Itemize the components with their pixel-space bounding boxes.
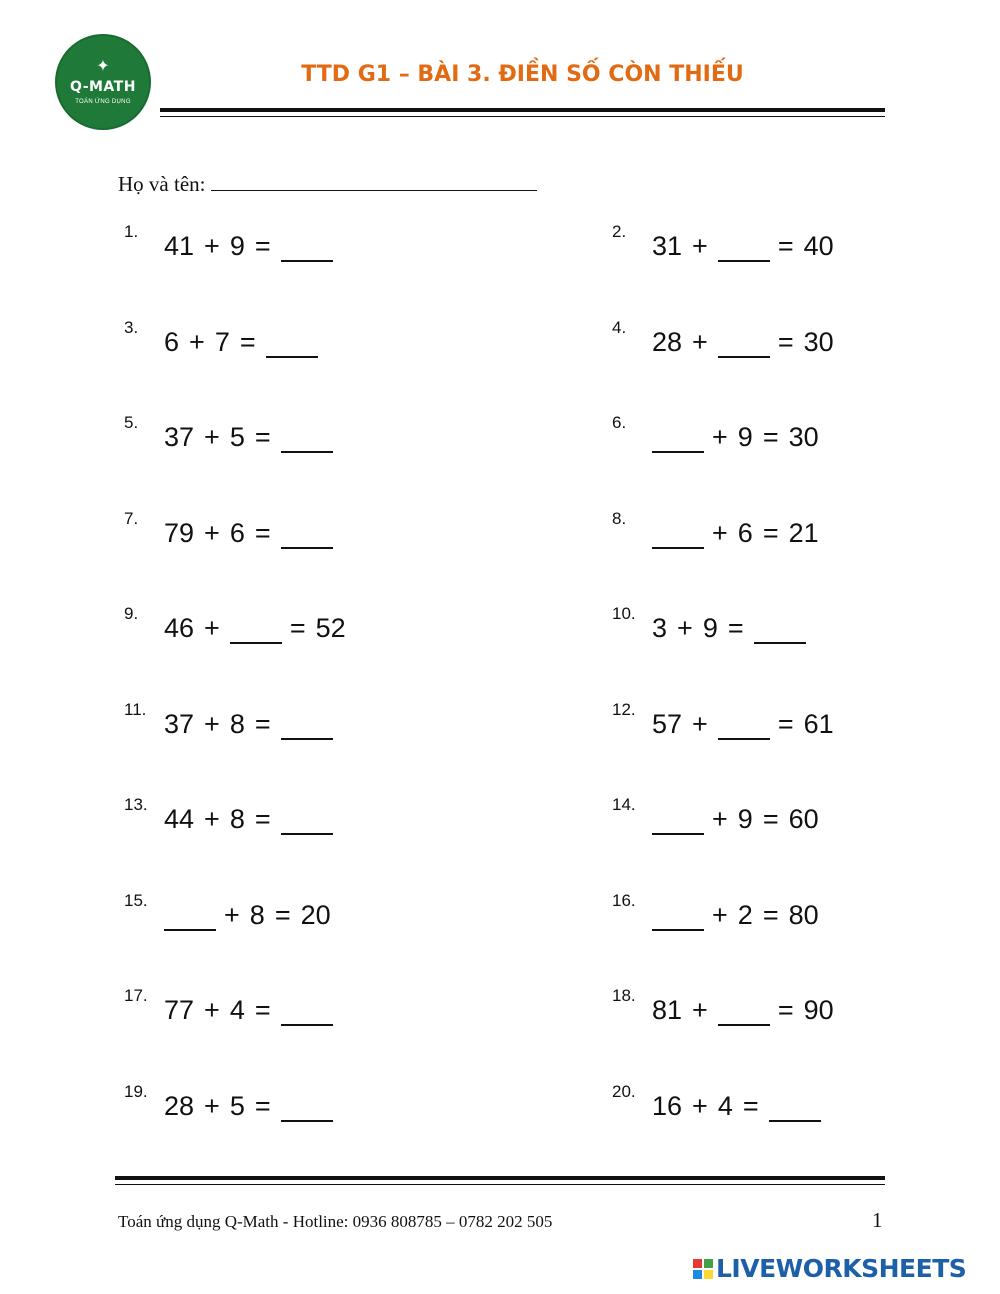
- footer-divider: [115, 1176, 885, 1185]
- problem-number: 3.: [124, 317, 139, 337]
- problem-number: 4.: [612, 317, 627, 337]
- operand: 30: [788, 422, 819, 452]
- problem-number: 13.: [124, 795, 148, 814]
- operand: 80: [788, 899, 819, 930]
- equals-sign: =: [762, 899, 779, 930]
- equals-sign: =: [254, 517, 271, 548]
- plus-sign: +: [204, 708, 220, 739]
- equals-sign: =: [274, 899, 291, 930]
- plus-sign: +: [692, 326, 708, 357]
- equals-sign: =: [727, 613, 744, 643]
- plus-sign: +: [692, 708, 708, 739]
- problem-9: [124, 604, 356, 644]
- answer-blank[interactable]: [281, 521, 333, 549]
- problem-number: 2.: [612, 222, 627, 241]
- problem-number: 10.: [612, 604, 636, 623]
- problem-17: [124, 986, 341, 1026]
- plus-sign: +: [204, 517, 220, 548]
- plus-sign: +: [204, 613, 220, 643]
- problem-number: 8.: [612, 508, 627, 528]
- operand: 9: [737, 422, 753, 452]
- operand: 6: [164, 326, 180, 357]
- plus-sign: +: [692, 1090, 708, 1121]
- operand: 16: [652, 1090, 683, 1121]
- liveworksheets-logo: [693, 1254, 966, 1283]
- problem-number: 11.: [124, 699, 147, 719]
- plus-sign: +: [224, 899, 240, 930]
- answer-blank[interactable]: [652, 903, 704, 931]
- problem-14: [612, 795, 829, 835]
- answer-blank[interactable]: [164, 903, 216, 931]
- operand: 81: [652, 995, 683, 1025]
- operand: 46: [164, 613, 195, 643]
- operand: 79: [164, 517, 195, 548]
- plus-sign: +: [189, 326, 205, 357]
- operand: 4: [717, 1090, 733, 1121]
- answer-blank[interactable]: [769, 1094, 821, 1122]
- problem-8: [612, 509, 829, 549]
- equals-sign: =: [777, 326, 794, 357]
- plus-sign: +: [204, 1090, 220, 1121]
- operand: 9: [737, 804, 753, 834]
- problem-number: 14.: [612, 795, 636, 814]
- q-math-logo: [57, 36, 149, 128]
- plus-sign: +: [692, 995, 708, 1025]
- color-block: [693, 1270, 702, 1279]
- operand: 5: [229, 1090, 245, 1121]
- answer-blank[interactable]: [718, 330, 770, 358]
- operand: 6: [229, 517, 245, 548]
- operand: 7: [214, 326, 230, 357]
- problem-12: [612, 700, 844, 740]
- equals-sign: =: [254, 995, 271, 1025]
- operand: 40: [803, 231, 834, 261]
- operand: 8: [229, 804, 245, 834]
- equals-sign: =: [254, 231, 271, 261]
- problem-number: 6.: [612, 413, 627, 432]
- problem-6: [612, 413, 829, 453]
- logo-brand: Q-MATH: [70, 79, 136, 95]
- operand: 9: [229, 231, 245, 261]
- equals-sign: =: [742, 1090, 759, 1121]
- operand: 31: [652, 231, 683, 261]
- operand: 20: [300, 899, 331, 930]
- problem-number: 17.: [124, 986, 148, 1005]
- problem-2: [612, 222, 844, 262]
- equals-sign: =: [762, 422, 779, 452]
- color-block: [693, 1259, 702, 1268]
- equals-sign: =: [254, 422, 271, 452]
- problem-13: [124, 795, 341, 835]
- problem-number: 15.: [124, 890, 148, 910]
- liveworksheets-blocks-icon: [693, 1259, 713, 1279]
- answer-blank[interactable]: [281, 234, 333, 262]
- liveworksheets-text: LIVEWORKSHEETS: [716, 1254, 967, 1283]
- answer-blank[interactable]: [652, 521, 704, 549]
- operand: 8: [249, 899, 265, 930]
- footer-text: Toán ứng dụng Q-Math - Hotline: 0936 808785 – 0782 202 505: [118, 1212, 553, 1231]
- problem-19: [124, 1082, 341, 1122]
- problem-number: 5.: [124, 413, 139, 432]
- problem-11: [124, 700, 341, 740]
- operand: 57: [652, 708, 683, 739]
- answer-blank[interactable]: [281, 998, 333, 1026]
- student-name-line: [118, 170, 537, 197]
- operand: 4: [229, 995, 245, 1025]
- answer-blank[interactable]: [281, 712, 333, 740]
- answer-blank[interactable]: [281, 425, 333, 453]
- operand: 30: [803, 326, 834, 357]
- problem-number: 12.: [612, 699, 636, 719]
- plus-sign: +: [677, 613, 693, 643]
- operand: 90: [803, 995, 834, 1025]
- equals-sign: =: [762, 804, 779, 834]
- color-block: [704, 1259, 713, 1268]
- answer-blank[interactable]: [718, 998, 770, 1026]
- problem-number: 1.: [124, 222, 139, 241]
- plus-sign: +: [712, 804, 728, 834]
- answer-blank[interactable]: [652, 807, 704, 835]
- operand: 61: [803, 708, 834, 739]
- plus-sign: +: [712, 422, 728, 452]
- operand: 28: [652, 326, 683, 357]
- equals-sign: =: [289, 613, 306, 643]
- plus-sign: +: [204, 231, 220, 261]
- problem-number: 20.: [612, 1081, 636, 1101]
- equals-sign: =: [254, 1090, 271, 1121]
- operand: 52: [315, 613, 346, 643]
- name-label: Họ và tên:: [118, 172, 206, 196]
- operand: 21: [788, 517, 819, 548]
- problem-number: 7.: [124, 508, 139, 528]
- equals-sign: =: [239, 326, 256, 357]
- equals-sign: =: [254, 804, 271, 834]
- plus-sign: +: [204, 995, 220, 1025]
- answer-blank[interactable]: [718, 712, 770, 740]
- problem-18: [612, 986, 844, 1026]
- page-number: 1: [872, 1208, 883, 1232]
- operand: 37: [164, 422, 195, 452]
- header-divider: [160, 108, 885, 117]
- operand: 41: [164, 231, 195, 261]
- problem-1: [124, 222, 341, 262]
- plus-sign: +: [712, 899, 728, 930]
- color-block: [704, 1270, 713, 1279]
- worksheet-title: TTD G1 – BÀI 3. ĐIỀN SỐ CÒN THIẾU: [301, 62, 744, 87]
- operand: 6: [737, 517, 753, 548]
- answer-blank[interactable]: [230, 616, 282, 644]
- problem-7: [124, 509, 341, 549]
- operand: 44: [164, 804, 195, 834]
- operand: 28: [164, 1090, 195, 1121]
- problem-number: 9.: [124, 604, 139, 623]
- plus-sign: +: [204, 422, 220, 452]
- plus-sign: +: [204, 804, 220, 834]
- problem-16: [612, 891, 829, 931]
- problem-number: 16.: [612, 890, 636, 910]
- problem-20: [612, 1082, 829, 1122]
- equals-sign: =: [777, 995, 794, 1025]
- equals-sign: =: [762, 517, 779, 548]
- operand: 9: [702, 613, 718, 643]
- problem-15: [124, 891, 341, 931]
- equals-sign: =: [254, 708, 271, 739]
- operand: 77: [164, 995, 195, 1025]
- problem-number: 19.: [124, 1081, 148, 1101]
- answer-blank[interactable]: [718, 234, 770, 262]
- operand: 3: [652, 613, 668, 643]
- operand: 2: [737, 899, 753, 930]
- bird-icon: ✦: [96, 58, 110, 75]
- plus-sign: +: [712, 517, 728, 548]
- problem-3: [124, 318, 326, 358]
- operand: 5: [229, 422, 245, 452]
- answer-blank[interactable]: [266, 330, 318, 358]
- equals-sign: =: [777, 231, 794, 261]
- answer-blank[interactable]: [754, 616, 806, 644]
- operand: 8: [229, 708, 245, 739]
- problem-10: [612, 604, 814, 644]
- plus-sign: +: [692, 231, 708, 261]
- problem-4: [612, 318, 844, 358]
- equals-sign: =: [777, 708, 794, 739]
- answer-blank[interactable]: [281, 1094, 333, 1122]
- name-blank[interactable]: [211, 170, 537, 191]
- operand: 60: [788, 804, 819, 834]
- logo-subtitle: TOÁN ỨNG DỤNG: [75, 99, 131, 105]
- answer-blank[interactable]: [652, 425, 704, 453]
- problem-number: 18.: [612, 986, 636, 1005]
- answer-blank[interactable]: [281, 807, 333, 835]
- operand: 37: [164, 708, 195, 739]
- problem-5: [124, 413, 341, 453]
